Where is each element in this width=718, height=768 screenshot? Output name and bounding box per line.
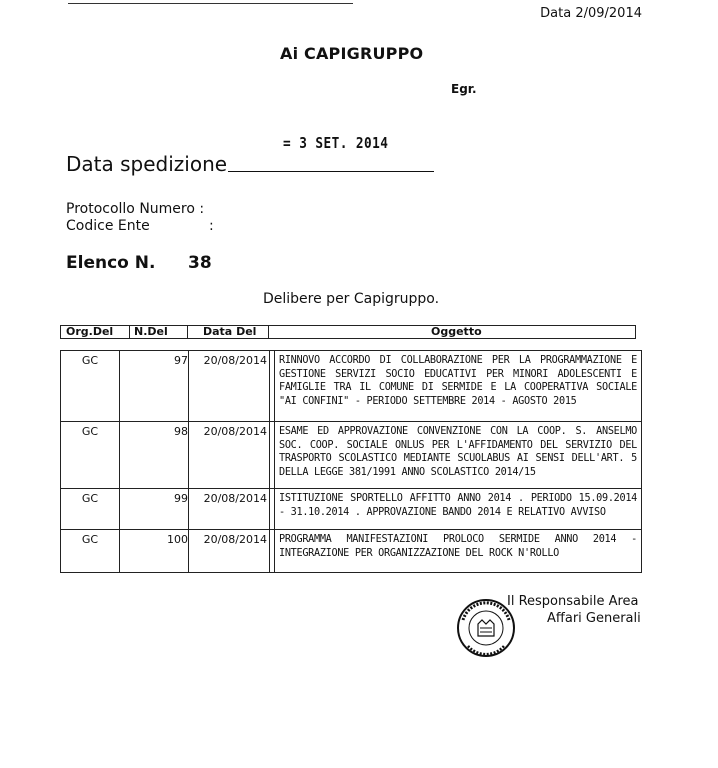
row-number: 97 [174, 354, 188, 367]
row-date: 20/08/2014 [203, 425, 267, 438]
entity-code-label: Codice Ente [66, 218, 150, 234]
row-date: 20/08/2014 [203, 492, 267, 505]
row-subject: ISTITUZIONE SPORTELLO AFFITTO ANNO 2014 . PERIODO 15.09.2014 - 31.10.2014 . APPROVAZIONE BANDO 2014 E RELATIVO AVVISO [279, 493, 637, 518]
protocol-number-label: Protocollo Numero : [66, 201, 205, 217]
shipping-date-label: Data spedizione [66, 152, 228, 176]
row-date: 20/08/2014 [203, 354, 267, 367]
top-rule [68, 3, 353, 4]
list-label: Elenco N. [66, 253, 156, 273]
column-header-num: N.Del [134, 325, 168, 338]
row-number: 98 [174, 425, 188, 438]
column-header-org: Org.Del [66, 325, 114, 338]
column-header-date: Data Del [203, 325, 257, 338]
header-divider [268, 326, 269, 338]
row-org: GC [81, 533, 99, 546]
row-org: GC [81, 354, 99, 367]
stamp-date: = 3 SET. 2014 [283, 134, 389, 152]
column-header-subject: Oggetto [431, 325, 482, 338]
header-divider [187, 326, 188, 338]
list-subtitle: Delibere per Capigruppo. [263, 291, 440, 307]
row-subject: ESAME ED APPROVAZIONE CONVENZIONE CON LA COOP. S. ANSELMO SOC. COOP. SOCIALE ONLUS PER L'AFFIDAMENTO DEL SERVIZIO DEL TRASPORTO SCOLASTICO MEDIANTE SCUOLABUS AI SENSI DELL'ART. 5 DELLA LEGGE 381/1991 ANNO SCOLASTICO 2014/15 [279, 426, 637, 478]
table-header [60, 325, 636, 339]
row-date: 20/08/2014 [203, 533, 267, 546]
row-subject: PROGRAMMA MANIFESTAZIONI PROLOCO SERMIDE ANNO 2014 - INTEGRAZIONE PER ORGANIZZAZIONE DEL ROCK N'ROLLO [279, 534, 637, 559]
salutation: Egr. [451, 82, 477, 96]
table-row [61, 351, 641, 422]
addressee-title: Ai CAPIGRUPPO [280, 44, 424, 63]
signature-title: Il Responsabile Area [507, 594, 639, 609]
entity-code-value: : [209, 218, 214, 234]
table-row [61, 489, 641, 530]
row-subject: RINNOVO ACCORDO DI COLLABORAZIONE PER LA PROGRAMMAZIONE E GESTIONE SERVIZI SOCIO EDUCATIVI PER MINORI ADOLESCENTI E FAMIGLIE TRA IL COMUNE DI SERMIDE E LA COOPERATIVA SOCIALE "AI CONFINI" - PERIODO SETTEMBRE 2014 - AGOSTO 2015 [279, 355, 637, 407]
header-divider [129, 326, 130, 338]
row-org: GC [81, 492, 99, 505]
list-number: 38 [188, 253, 212, 273]
table-row [61, 422, 641, 489]
resolutions-table [60, 350, 642, 573]
row-number: 99 [174, 492, 188, 505]
shipping-date-field [228, 171, 434, 172]
row-number: 100 [167, 533, 188, 546]
row-org: GC [81, 425, 99, 438]
table-row [61, 530, 641, 572]
document-date: Data 2/09/2014 [540, 6, 642, 21]
signature-department: Affari Generali [547, 611, 641, 626]
